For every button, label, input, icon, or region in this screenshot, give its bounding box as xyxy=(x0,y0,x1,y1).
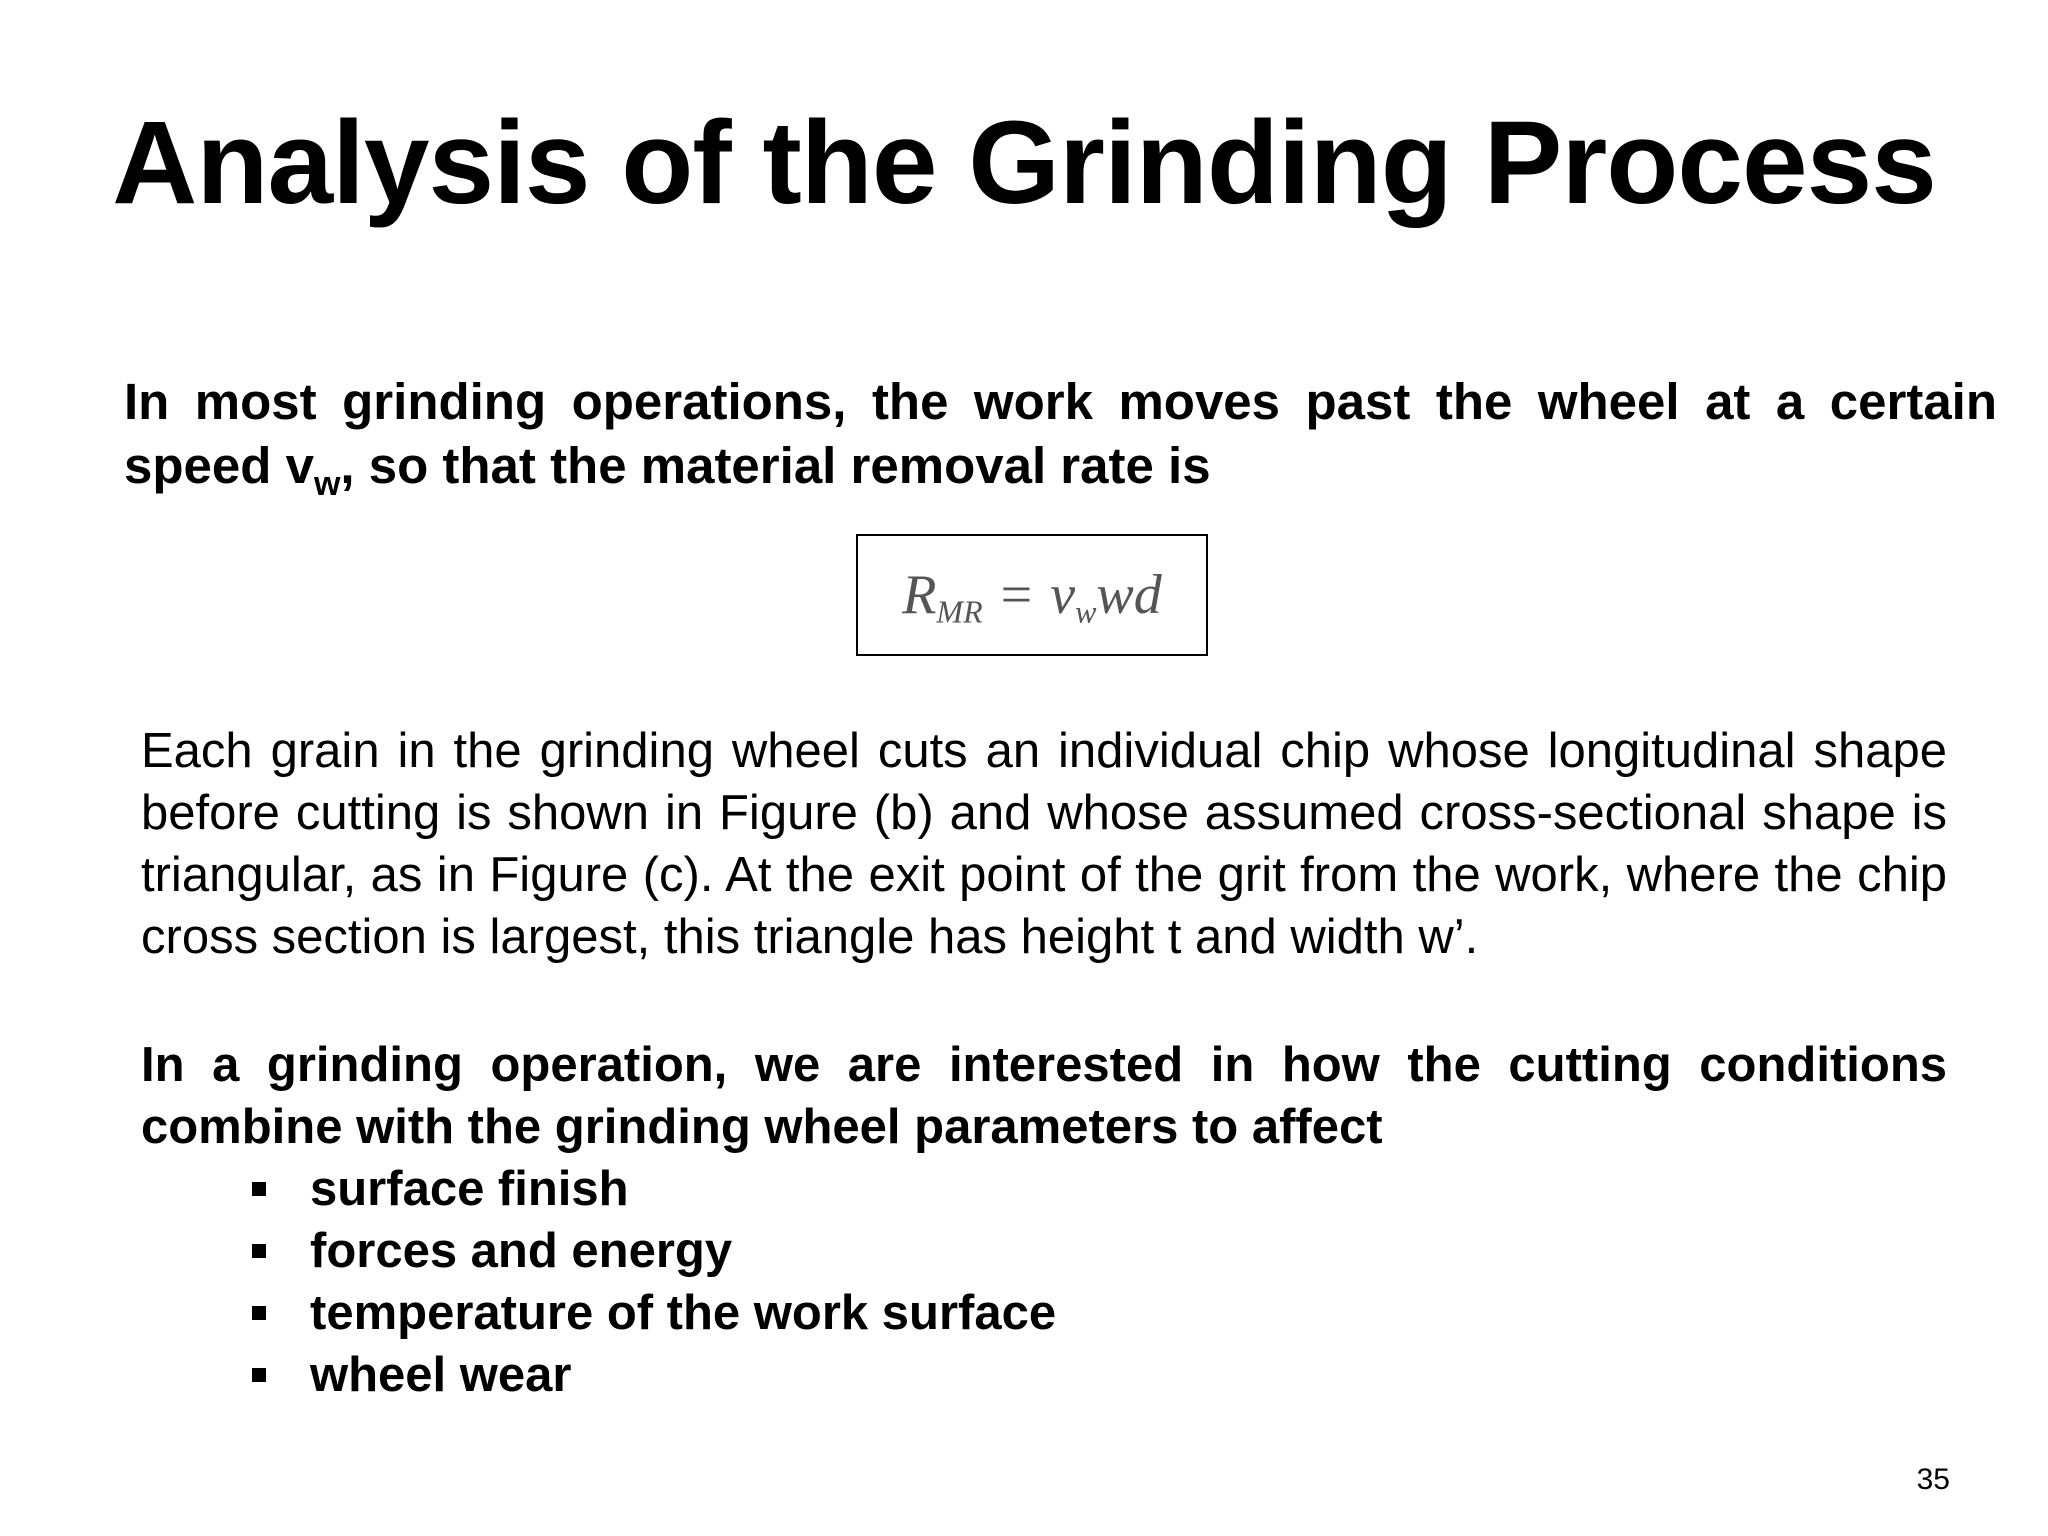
formula-equals: = xyxy=(1000,564,1033,626)
intro-text-start: In most grinding operations, the work moves past the wheel at a certain speed v xyxy=(124,373,1997,494)
formula-rhs xyxy=(1050,563,1162,630)
intro-subscript: w xyxy=(313,464,341,503)
grain-chip-paragraph: Each grain in the grinding wheel cuts an individual chip whose longitudinal shape before cutting is shown in Figure (b) and whose assumed cross-sectional shape is triangular, as in Figure (c). At the exit point of the grit from the work, where the chip cross section is largest, this triangle has height t and width w’. xyxy=(141,724,1947,964)
square-bullet-icon xyxy=(252,1182,266,1196)
slide-title: Analysis of the Grinding Process xyxy=(112,97,1936,229)
grinding-parameters-paragraph: In a grinding operation, we are interested in how the cutting conditions combine with the grinding wheel parameters to affect xyxy=(141,1038,1947,1154)
intro-text-end: , so that the material removal rate is xyxy=(340,437,1211,494)
material-removal-rate-formula xyxy=(856,534,1208,656)
bullet-item xyxy=(248,1282,1056,1344)
bullet-text: surface finish xyxy=(310,1162,629,1216)
formula-lhs-subscript: MR xyxy=(936,593,983,630)
formula-rhs-base: v xyxy=(1050,564,1076,626)
formula-rhs-subscript: w xyxy=(1075,593,1097,630)
bullet-item xyxy=(248,1220,1056,1282)
intro-paragraph xyxy=(124,370,1997,503)
page-number: 35 xyxy=(1916,1463,1950,1496)
square-bullet-icon xyxy=(252,1368,266,1382)
formula-rhs-rest: wd xyxy=(1096,564,1162,626)
formula-lhs-base: R xyxy=(902,564,937,626)
bullet-item xyxy=(248,1158,1056,1220)
bullet-text: forces and energy xyxy=(310,1224,733,1278)
bullet-text: wheel wear xyxy=(310,1348,572,1402)
effects-bullet-list xyxy=(248,1158,1056,1406)
bullet-text: temperature of the work surface xyxy=(310,1286,1057,1340)
square-bullet-icon xyxy=(252,1306,266,1320)
bullet-item xyxy=(248,1344,1056,1406)
formula-lhs xyxy=(902,563,983,630)
square-bullet-icon xyxy=(252,1244,266,1258)
